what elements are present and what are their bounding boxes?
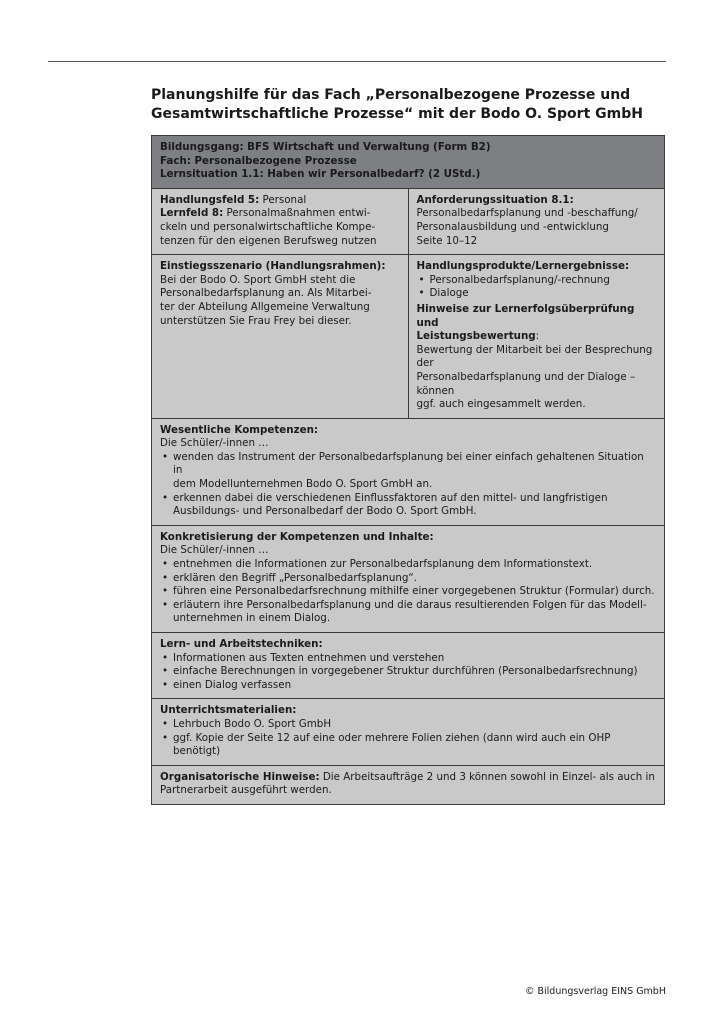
handlungsfeld-label: Handlungsfeld 5: bbox=[160, 193, 260, 206]
organisatorisch-line-2: Partnerarbeit ausgeführt werden. bbox=[160, 784, 332, 797]
list-item: • Dialoge bbox=[417, 287, 657, 301]
anforderung-cell bbox=[408, 188, 665, 254]
list-item: • führen eine Personalbedarfsrechnung mithilfe einer vorgegebenen Struktur (Formular) durch. bbox=[160, 585, 656, 599]
organisatorisch-text-1: Die Arbeitsaufträge 2 und 3 können sowohl in Einzel- als auch in bbox=[319, 770, 655, 783]
list-item: • entnehmen die Informationen zur Personalbedarfsplanung dem Informationstext. bbox=[160, 558, 656, 572]
lernfeld-line-1 bbox=[160, 207, 400, 221]
title-line-1: Planungshilfe für das Fach „Personalbezogene Prozesse und bbox=[151, 87, 631, 103]
row-kompetenzen bbox=[152, 418, 665, 525]
hinweis-label-1: Hinweise zur Lernerfolgsüberprüfung und bbox=[416, 302, 635, 329]
konkretisierung-4-line-2: unternehmen in einem Dialog. bbox=[173, 612, 331, 625]
einstieg-line-4: unterstützen Sie Frau Frey bei dieser. bbox=[160, 314, 352, 327]
hinweis-label-2-line bbox=[417, 330, 657, 344]
fach: Fach: Personalbezogene Prozesse bbox=[160, 154, 357, 167]
handlungsfeld-value: Personal bbox=[259, 193, 307, 206]
anforderung-line-1: Personalbedarfsplanung und -beschaffung/ bbox=[416, 207, 638, 220]
list-item: • erklären den Begriff „Personalbedarfsplanung“. bbox=[160, 572, 656, 586]
row-organisatorisch bbox=[152, 765, 665, 804]
einstieg-cell bbox=[152, 255, 409, 419]
hinweis-line-1: Bewertung der Mitarbeit bei der Besprechung der bbox=[416, 343, 653, 370]
einstieg-line-1: Bei der Bodo O. Sport GmbH steht die bbox=[160, 273, 356, 286]
lernfeld-label: Lernfeld 8: bbox=[160, 207, 224, 220]
konkretisierung-list bbox=[160, 558, 656, 626]
materialien-list bbox=[160, 718, 656, 759]
handlungsfeld-line bbox=[160, 194, 400, 208]
materialien-label: Unterrichtsmaterialien: bbox=[160, 704, 297, 717]
list-item: • Lehrbuch Bodo O. Sport GmbH bbox=[160, 718, 656, 732]
top-rule bbox=[48, 61, 666, 62]
kompetenzen-cell bbox=[152, 418, 665, 525]
bildungsgang: Bildungsgang: BFS Wirtschaft und Verwaltung (Form B2) bbox=[160, 141, 491, 153]
row-einstieg bbox=[152, 255, 665, 419]
kompetenzen-list bbox=[160, 451, 656, 519]
copyright-footer: © Bildungsverlag EINS GmbH bbox=[524, 986, 666, 997]
organisatorisch-cell bbox=[152, 765, 665, 804]
list-item: • ggf. Kopie der Seite 12 auf eine oder mehrere Folien ziehen (dann wird auch ein OHP benötigt) bbox=[160, 732, 656, 759]
konkretisierung-label: Konkretisierung der Kompetenzen und Inhalte: bbox=[160, 530, 434, 543]
lernfeld-line-2: ckeln und personalwirtschaftliche Kompe- bbox=[160, 220, 376, 233]
header-row bbox=[152, 136, 665, 189]
row-handlungsfeld bbox=[152, 188, 665, 254]
title-line-2: Gesamtwirtschaftliche Prozesse“ mit der Bodo O. Sport GmbH bbox=[151, 105, 643, 122]
produkte-list bbox=[417, 274, 657, 301]
techniken-list bbox=[160, 652, 656, 693]
konkretisierung-4-line-1: • erläutern ihre Personalbedarfsplanung und die daraus resultierenden Folgen für das Modell- bbox=[173, 598, 647, 611]
anforderung-line-3: Seite 10–12 bbox=[416, 234, 478, 247]
hinweis-line-3: ggf. auch eingesammelt werden. bbox=[416, 398, 586, 411]
list-item: • einen Dialog verfassen bbox=[160, 679, 656, 693]
list-item bbox=[160, 599, 656, 626]
einstieg-line-3: ter der Abteilung Allgemeine Verwaltung bbox=[160, 300, 370, 313]
hinweis-label-2: Leistungsbewertung bbox=[416, 330, 536, 343]
list-item bbox=[160, 451, 656, 492]
row-konkretisierung bbox=[152, 525, 665, 632]
lernfeld-line-3: tenzen für den eigenen Berufsweg nutzen bbox=[160, 234, 377, 247]
header-cell bbox=[152, 136, 665, 189]
anforderung-line-2: Personalausbildung und -entwicklung bbox=[416, 220, 609, 233]
list-item: • einfache Berechnungen in vorgegebener Struktur durchführen (Personalbedarfsrechnung) bbox=[160, 665, 656, 679]
list-item bbox=[160, 492, 656, 519]
einstieg-label: Einstiegsszenario (Handlungsrahmen): bbox=[160, 260, 386, 273]
kompetenz-2-line-1: • erkennen dabei die verschiedenen Einflussfaktoren auf den mittel- und langfristigen bbox=[173, 491, 608, 504]
produkte-cell bbox=[408, 255, 665, 419]
lernsituation: Lernsituation 1.1: Haben wir Personalbedarf? (2 UStd.) bbox=[160, 168, 481, 181]
row-techniken bbox=[152, 633, 665, 699]
kompetenz-2-line-2: Ausbildungs- und Personalbedarf der Bodo O. Sport GmbH. bbox=[173, 505, 477, 518]
konkretisierung-cell bbox=[152, 525, 665, 632]
list-item: • Personalbedarfsplanung/-rechnung bbox=[417, 274, 657, 288]
hinweis-line-2: Personalbedarfsplanung und der Dialoge – können bbox=[416, 370, 636, 397]
einstieg-line-2: Personalbedarfsplanung an. Als Mitarbei- bbox=[160, 287, 372, 300]
planning-table bbox=[151, 135, 665, 805]
kompetenz-1-line-1: • wenden das Instrument der Personalbedarfsplanung bei einer einfach gehaltenen Situation in bbox=[173, 450, 644, 477]
konkretisierung-intro: Die Schüler/-innen … bbox=[160, 544, 269, 557]
produkte-label: Handlungsprodukte/Lernergebnisse: bbox=[416, 260, 630, 273]
organisatorisch-label: Organisatorische Hinweise: bbox=[160, 770, 320, 783]
row-materialien bbox=[152, 699, 665, 765]
materialien-cell bbox=[152, 699, 665, 765]
organisatorisch-line-1 bbox=[160, 771, 656, 785]
techniken-label: Lern- und Arbeitstechniken: bbox=[160, 638, 323, 650]
kompetenz-1-line-2: dem Modellunternehmen Bodo O. Sport GmbH an. bbox=[173, 478, 433, 491]
anforderung-label: Anforderungssituation 8.1: bbox=[416, 193, 574, 206]
lernfeld-text-1: Personalmaßnahmen entwi- bbox=[223, 207, 371, 220]
page-title bbox=[151, 86, 666, 123]
handlungsfeld-cell bbox=[152, 188, 409, 254]
kompetenzen-label: Wesentliche Kompetenzen: bbox=[160, 423, 319, 436]
list-item: • Informationen aus Texten entnehmen und verstehen bbox=[160, 652, 656, 666]
techniken-cell bbox=[152, 633, 665, 699]
hinweis-colon: : bbox=[535, 330, 540, 343]
kompetenzen-intro: Die Schüler/-innen … bbox=[160, 437, 269, 450]
